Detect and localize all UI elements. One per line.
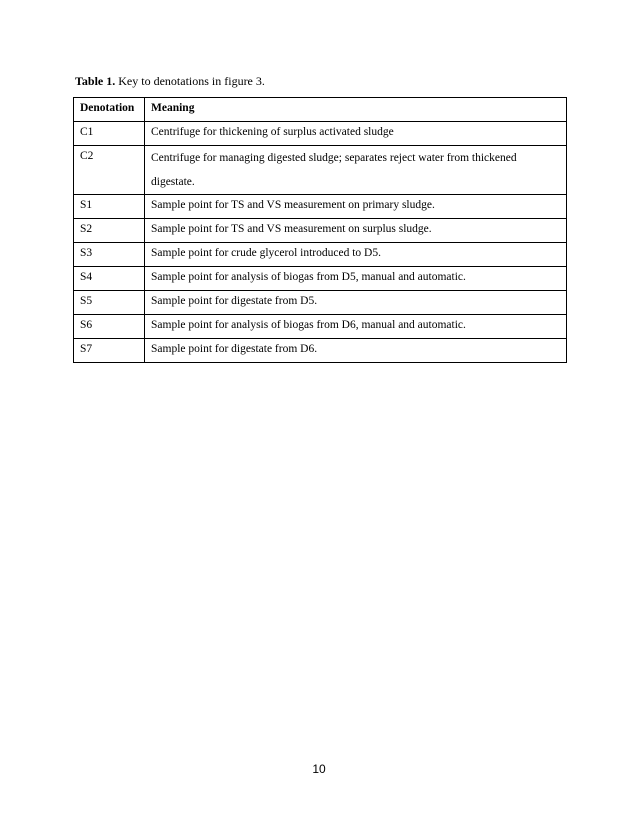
denotation-cell: S6 [74,315,145,339]
denotation-cell: S5 [74,291,145,315]
denotation-cell: S3 [74,243,145,267]
denotation-cell: S2 [74,219,145,243]
denotation-table [73,97,567,363]
header-denotation: Denotation [74,98,145,122]
meaning-cell: Sample point for digestate from D6. [145,339,567,363]
denotation-cell: C1 [74,122,145,146]
table-header-row [74,98,567,122]
table-caption [75,74,265,88]
table-row [74,315,567,339]
meaning-cell: Centrifuge for managing digested sludge; separates reject water from thickened digestate. [145,146,567,195]
meaning-cell: Sample point for analysis of biogas from D6, manual and automatic. [145,315,567,339]
meaning-cell: Sample point for crude glycerol introduced to D5. [145,243,567,267]
meaning-cell: Sample point for analysis of biogas from D5, manual and automatic. [145,267,567,291]
meaning-cell: Centrifuge for thickening of surplus activated sludge [145,122,567,146]
meaning-cell: Sample point for digestate from D5. [145,291,567,315]
denotation-cell: S4 [74,267,145,291]
table-row [74,291,567,315]
table-row [74,267,567,291]
table-row [74,219,567,243]
table-row [74,195,567,219]
header-meaning: Meaning [145,98,567,122]
table-caption-label: Table 1. [75,74,116,88]
table-caption-text: Key to denotations in figure 3. [115,74,265,88]
table-row [74,122,567,146]
table-row [74,146,567,195]
table-row [74,339,567,363]
denotation-cell: S7 [74,339,145,363]
table-row [74,243,567,267]
denotation-cell: S1 [74,195,145,219]
page-number: 10 [312,762,326,776]
meaning-cell: Sample point for TS and VS measurement on primary sludge. [145,195,567,219]
meaning-cell: Sample point for TS and VS measurement on surplus sludge. [145,219,567,243]
denotation-cell: C2 [74,146,145,195]
